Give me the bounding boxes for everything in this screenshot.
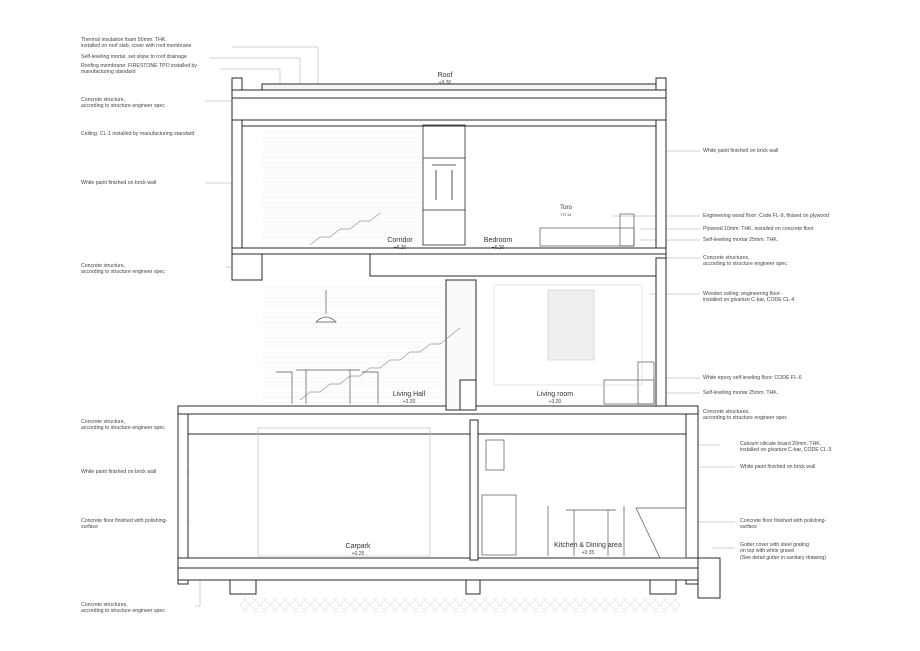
window <box>548 290 594 360</box>
stair-wall-fill <box>262 285 442 403</box>
note-left-9: White paint finished on brick wall <box>81 469 157 475</box>
leader-lines-right <box>612 151 735 548</box>
room-name-bedroom: Bedroom <box>483 237 513 244</box>
room-level-living-hall: +3.20 <box>402 399 416 405</box>
bed <box>540 214 634 246</box>
note-left-11: Concrete structures, according to structure engineer spec <box>81 602 165 615</box>
room-level-living-room: +3.20 <box>548 399 562 405</box>
brick-wall-fill <box>262 130 422 240</box>
note-right-2: Engineering wood floor: Code FL-9, finised on plywood <box>703 213 830 219</box>
note-left-3: Roofing membrane: FIRESTONE TPO installed by manufacturing standard <box>81 63 197 76</box>
gravel-fill <box>240 598 680 612</box>
note-right-11: White paint finished on brick wall <box>740 464 816 470</box>
note-right-10: Calcium silicate board 20mm. THK. installed on glvanize C-bar, CODE CL-3 <box>740 441 832 454</box>
garden-ramp <box>636 508 686 558</box>
room-level-kitchen: +0.35 <box>581 550 595 556</box>
note-left-5: Ceiling: CL-1 installed by manufacturing standard <box>81 131 195 137</box>
figure-label-toro: Toro <box>560 205 572 211</box>
note-left-1: Thermal insulation foam 50mm. THK. installed on roof slab, cover with roof membrane <box>81 37 192 50</box>
note-right-6: Wooden ceiling: engineering floor- installed on glvanize C-bar, CODE CL-4 <box>703 291 795 304</box>
room-level-roof: +9.30 <box>438 80 452 86</box>
note-right-13: Gutter cover with steel grating on top with white gravel (See detail gutter in sanitary drawing) <box>740 542 826 561</box>
sofa <box>604 362 654 404</box>
note-left-10: Concrete floor finished with polishing- surface <box>81 518 168 531</box>
note-right-8: Self-leveling mortar 25mm. THK. <box>703 390 779 396</box>
note-left-4: Concrete structure, according to structure engineer spec <box>81 97 165 110</box>
note-right-1: White paint finished on brick wall <box>703 148 779 154</box>
note-right-5: Concrete structures, according to structure engineer spec <box>703 255 787 268</box>
note-left-2: Self-leveling mortar, set slope to roof drainage <box>81 54 187 60</box>
room-name-kitchen: Kitchen & Dining area <box>554 542 622 549</box>
note-left-8: Concrete structure, according to structure engineer spec <box>81 419 165 432</box>
room-name-corridor: Corridor <box>387 237 413 244</box>
dining-set-ground <box>482 440 624 556</box>
figure-label-toro-sub: TH 14 <box>560 212 572 217</box>
room-name-roof: Roof <box>437 72 453 79</box>
carpark-wall <box>258 428 430 556</box>
note-right-7: White epoxy self leveling floor: CODE FL-6 <box>703 375 802 381</box>
wardrobe-column <box>423 125 465 245</box>
note-right-3: Plywood 10mm. THK. installed on concrete floor <box>703 226 814 232</box>
room-level-corridor: +6.20 <box>393 245 407 251</box>
note-right-4: Self-leveling mortar 25mm. THK. <box>703 237 779 243</box>
note-right-12: Concrete floor finished with polishing- surface <box>740 518 827 531</box>
room-name-living-hall: Living Hall <box>392 391 426 398</box>
note-left-7: Concrete structure, according to structure engineer spec <box>81 263 165 276</box>
room-level-carpark: +0.25 <box>351 551 365 557</box>
room-level-bedroom: +6.20 <box>491 245 505 251</box>
note-left-6: White paint finished on brick wall <box>81 180 157 186</box>
room-name-living-room: Living room <box>536 391 574 398</box>
ground-structure <box>178 414 720 598</box>
room-name-carpark: Carpark <box>345 543 371 550</box>
note-right-9: Concrete structures, according to structure engineer spec <box>703 409 787 422</box>
